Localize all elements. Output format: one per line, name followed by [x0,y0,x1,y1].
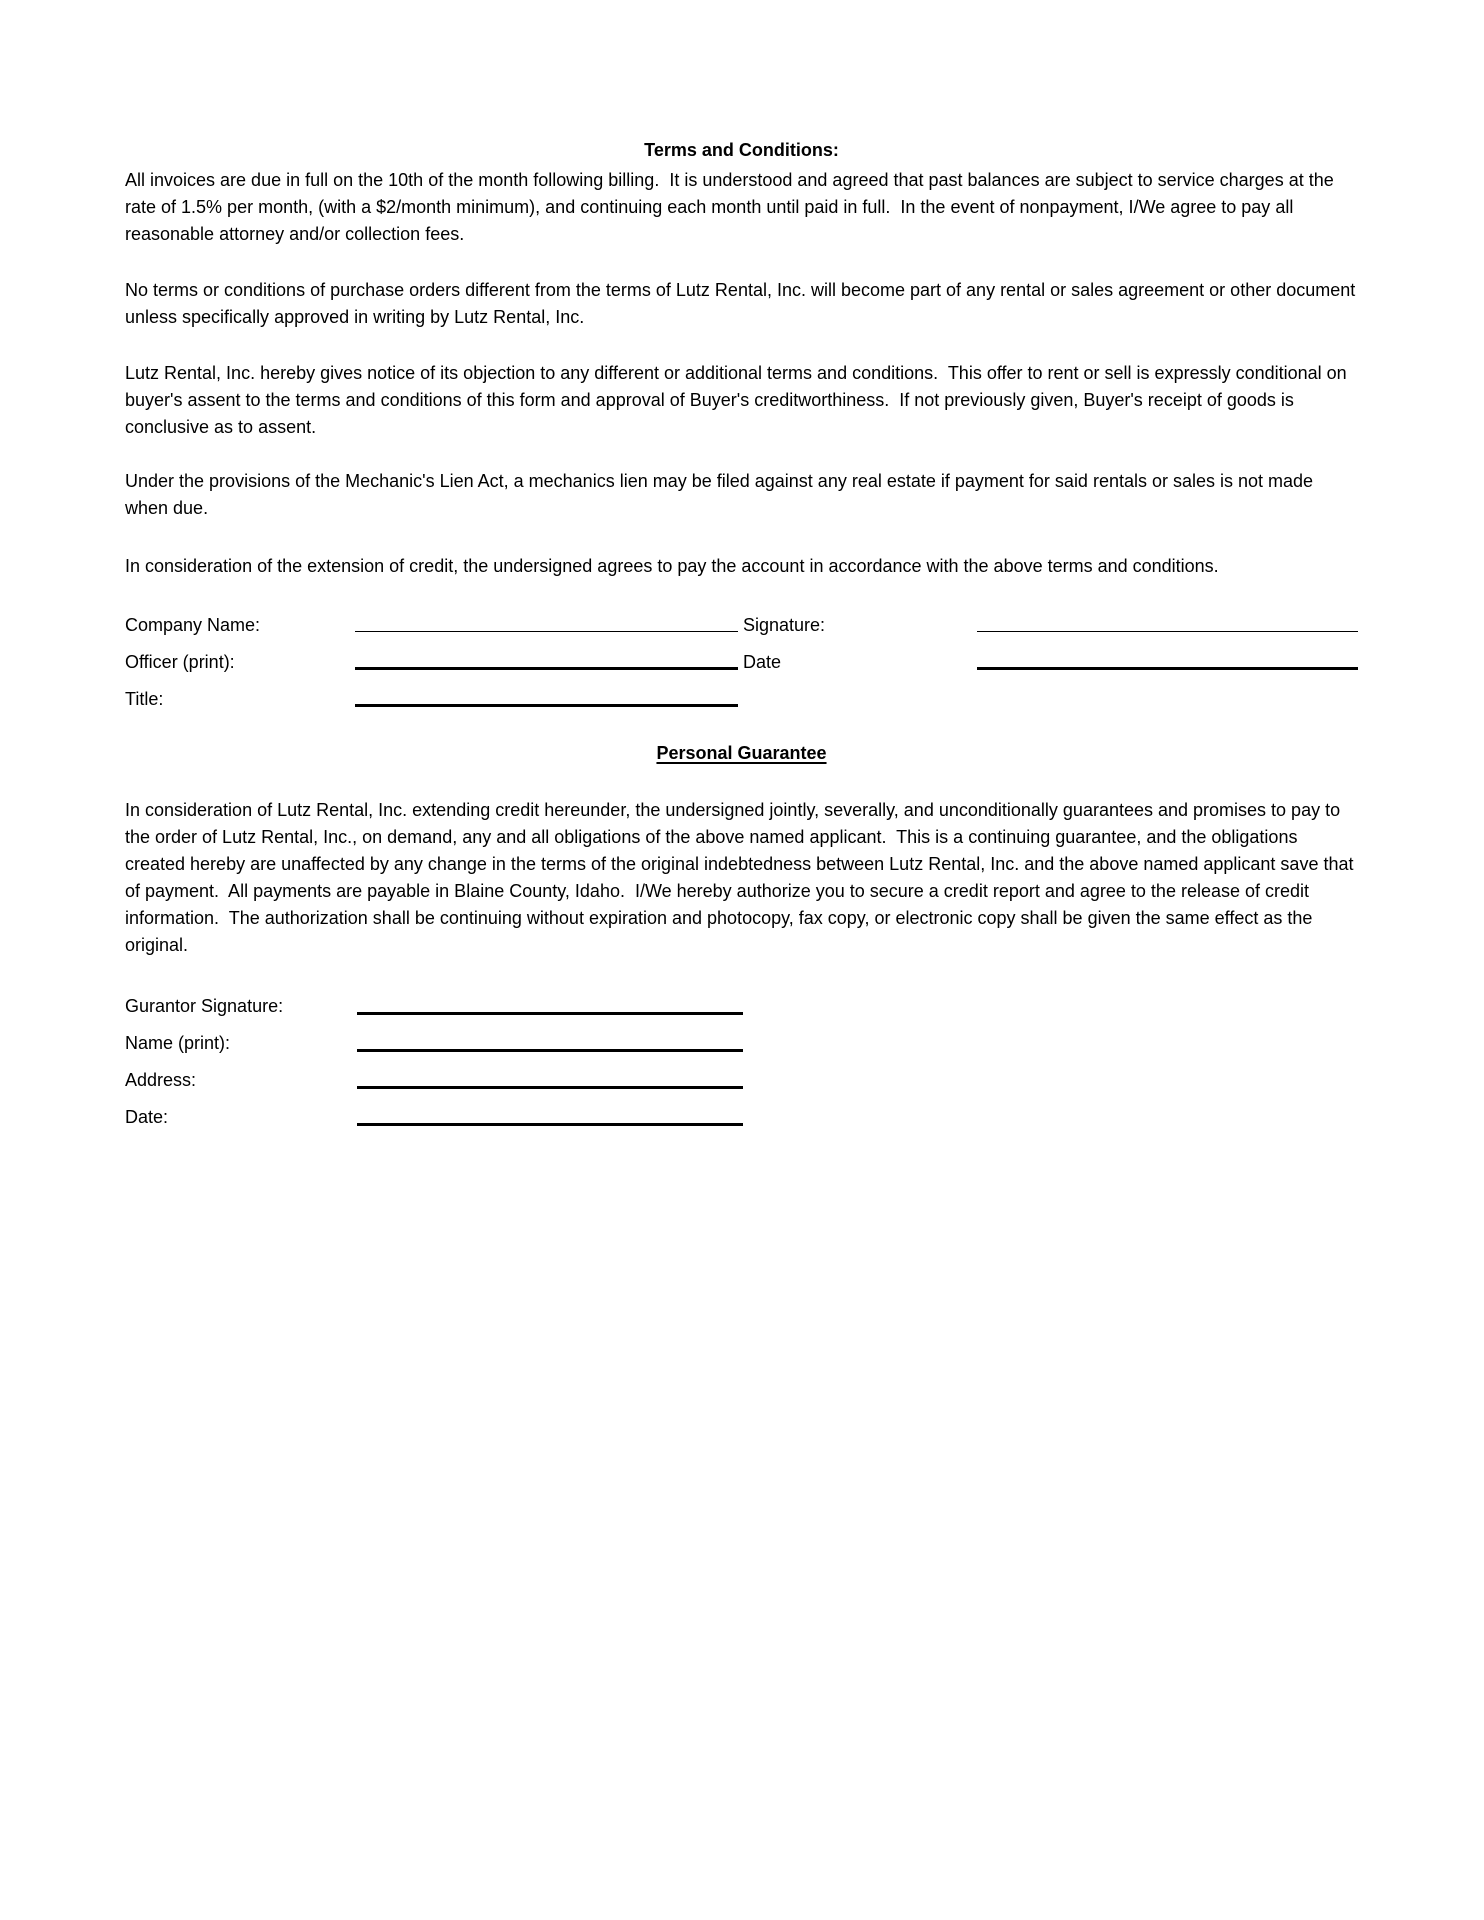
title-label: Title: [125,689,164,709]
terms-paragraph-invoices: All invoices are due in full on the 10th of the month following billing. It is understood and agreed that past balances are subject to service charges at the rate of 1.5% per month, (with a $2/month minimum), and continuing each month until paid in full. In the event of nonpayment, I/We agree to pay all reasonable attorney and/or collection fees. [125,170,1339,244]
guarantor-address-line[interactable] [357,1067,743,1089]
terms-paragraph-extension-of-credit: In consideration of the extension of credit, the undersigned agrees to pay the account in accordance with the above terms and conditions. [125,556,1219,576]
date-line[interactable] [977,649,1358,670]
officer-print-label: Officer (print): [125,652,235,672]
personal-guarantee-paragraph: In consideration of Lutz Rental, Inc. extending credit hereunder, the undersigned jointly, severally, and unconditionally guarantees and promises to pay to the order of Lutz Rental, Inc., on demand, any and all obligations of the above named applicant. This is a continuing guarantee, and the obligations created hereby are unaffected by any change in the terms of the original indebtedness between Lutz Rental, Inc. and the above named applicant save that of payment. All payments are payable in Blaine County, Idaho. I/We hereby authorize you to secure a credit report and agree to the release of credit information. The authorization shall be continuing without expiration and photocopy, fax copy, or electronic copy shall be given the same effect as the original. [125,800,1359,955]
company-name-label: Company Name: [125,615,261,635]
title-row [125,686,1358,723]
document-content [125,137,1361,1141]
signer-form [125,612,1358,723]
personal-guarantee-heading: Personal Guarantee [656,743,827,763]
company-name-signature-row [125,612,1358,649]
empty-cell [977,686,1358,707]
guarantor-form [125,993,1358,1141]
guarantor-signature-line[interactable] [357,993,743,1015]
guarantor-date-row [125,1104,1358,1141]
terms-paragraph-mechanics-lien: Under the provisions of the Mechanic's Lien Act, a mechanics lien may be filed against any real estate if payment for said rentals or sales is not made when due. [125,471,1319,518]
officer-print-line[interactable] [355,649,738,670]
company-name-line[interactable] [355,612,738,632]
date-label: Date [743,652,782,672]
terms-title: Terms and Conditions: [644,140,839,160]
guarantor-signature-label: Gurantor Signature: [125,996,284,1016]
terms-paragraph-purchase-orders: No terms or conditions of purchase orders different from the terms of Lutz Rental, Inc. will become part of any rental or sales agreement or other document unless specifically approved in writing by Lutz Rental, Inc. [125,280,1361,327]
guarantor-name-print-line[interactable] [357,1030,743,1052]
guarantor-date-line[interactable] [357,1104,743,1126]
signature-label: Signature: [743,615,826,635]
title-line[interactable] [355,686,738,707]
guarantor-name-print-label: Name (print): [125,1033,231,1053]
guarantor-date-label: Date: [125,1107,169,1127]
guarantor-name-row [125,1030,1358,1067]
signature-line[interactable] [977,612,1358,632]
officer-date-row [125,649,1358,686]
guarantor-signature-row [125,993,1358,1030]
guarantor-address-row [125,1067,1358,1104]
guarantor-address-label: Address: [125,1070,197,1090]
terms-paragraph-objection: Lutz Rental, Inc. hereby gives notice of its objection to any different or additional terms and conditions. This offer to rent or sell is expressly conditional on buyer's assent to the terms and conditions of this form and approval of Buyer's creditworthiness. If not previously given, Buyer's receipt of goods is conclusive as to assent. [125,363,1352,437]
